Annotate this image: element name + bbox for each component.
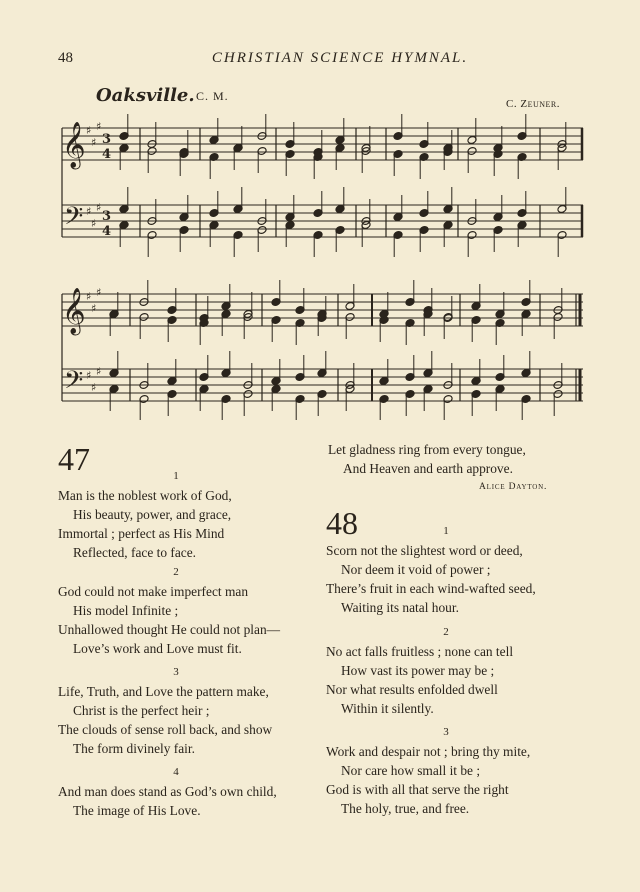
composer: C. Zeuner. xyxy=(506,98,560,110)
hymn-number-48: 48 xyxy=(326,505,358,541)
verse-line: Unhallowed thought He could not plan— xyxy=(58,622,281,637)
verse-line: There’s fruit in each wind-wafted seed, xyxy=(326,581,536,596)
verse-line: Nor care how small it be ; xyxy=(341,763,481,778)
verse-line: Within it silently. xyxy=(341,701,434,716)
stanza-number: 1 xyxy=(443,525,449,537)
stanza-number: 3 xyxy=(443,726,449,738)
time-signature-4: 4 xyxy=(102,147,112,162)
verse-line: His beauty, power, and grace, xyxy=(73,507,232,522)
clefs-and-signatures xyxy=(62,120,111,401)
page-number: 48 xyxy=(58,50,73,66)
treble-clef-icon: 𝄞 xyxy=(62,288,86,334)
verse-line: No act falls fruitless ; none can tell xyxy=(326,644,514,659)
sharp-icon: ♯ xyxy=(96,286,102,299)
hymn-number-47: 47 xyxy=(58,441,90,477)
sharp-icon: ♯ xyxy=(86,205,92,218)
sharp-icon: ♯ xyxy=(91,381,97,394)
music-score xyxy=(0,0,640,420)
sharp-icon: ♯ xyxy=(91,217,97,230)
bass-clef-icon: 𝄢 xyxy=(64,366,84,401)
verse-line: Work and despair not ; bring thy mite, xyxy=(326,744,531,759)
verse-line: Christ is the perfect heir ; xyxy=(73,703,210,718)
verse-line: The holy, true, and free. xyxy=(341,801,470,816)
staff-lines xyxy=(62,128,583,401)
verse-line: The form divinely fair. xyxy=(73,741,195,756)
stanza-number: 2 xyxy=(443,626,449,638)
verse-line: God is with all that serve the right xyxy=(326,782,509,797)
verse-line: Life, Truth, and Love the pattern make, xyxy=(58,684,269,699)
verse-line: The clouds of sense roll back, and show xyxy=(58,722,273,737)
running-title: CHRISTIAN SCIENCE HYMNAL. xyxy=(211,50,469,66)
verse-line: Love’s work and Love must fit. xyxy=(73,641,242,656)
sharp-icon: ♯ xyxy=(86,290,92,303)
verse-line: Man is the noblest work of God, xyxy=(58,488,232,503)
verse-line: Waiting its natal hour. xyxy=(341,600,459,615)
sharp-icon: ♯ xyxy=(96,120,102,133)
stanza-number: 2 xyxy=(173,566,179,578)
verse-line: Scorn not the slightest word or deed, xyxy=(326,543,523,558)
time-signature-3: 3 xyxy=(102,209,112,224)
verse-line: The image of His Love. xyxy=(73,803,201,818)
verse-line: And man does stand as God’s own child, xyxy=(58,784,277,799)
verse-line: Nor deem it void of power ; xyxy=(341,562,491,577)
sharp-icon: ♯ xyxy=(96,365,102,378)
bass-clef-icon: 𝄢 xyxy=(64,202,84,237)
treble-clef-icon: 𝄞 xyxy=(62,122,86,168)
verse-line: How vast its power may be ; xyxy=(341,663,495,678)
sharp-icon: ♯ xyxy=(96,201,102,214)
sharp-icon: ♯ xyxy=(91,136,97,149)
tune-name: Oaksville. xyxy=(96,85,195,106)
author-name: Alice Dayton. xyxy=(479,482,548,492)
verse-line: Reflected, face to face. xyxy=(73,545,197,560)
time-signature-3: 3 xyxy=(102,132,112,147)
sharp-icon: ♯ xyxy=(91,302,97,315)
sharp-icon: ♯ xyxy=(86,124,92,137)
time-signature-4: 4 xyxy=(102,224,112,239)
sharp-icon: ♯ xyxy=(86,369,92,382)
verse-line: His model Infinite ; xyxy=(73,603,179,618)
verse-line: And Heaven and earth approve. xyxy=(343,461,513,476)
stanza-number: 1 xyxy=(173,470,179,482)
tune-meter: C. M. xyxy=(196,89,229,103)
stanza-number: 3 xyxy=(173,666,179,678)
verse-line: Immortal ; perfect as His Mind xyxy=(58,526,225,541)
verse-line: Nor what results enfolded dwell xyxy=(326,682,498,697)
verse-line: Let gladness ring from every tongue, xyxy=(328,442,526,457)
stanza-number: 4 xyxy=(173,766,179,778)
verse-line: God could not make imperfect man xyxy=(58,584,249,599)
